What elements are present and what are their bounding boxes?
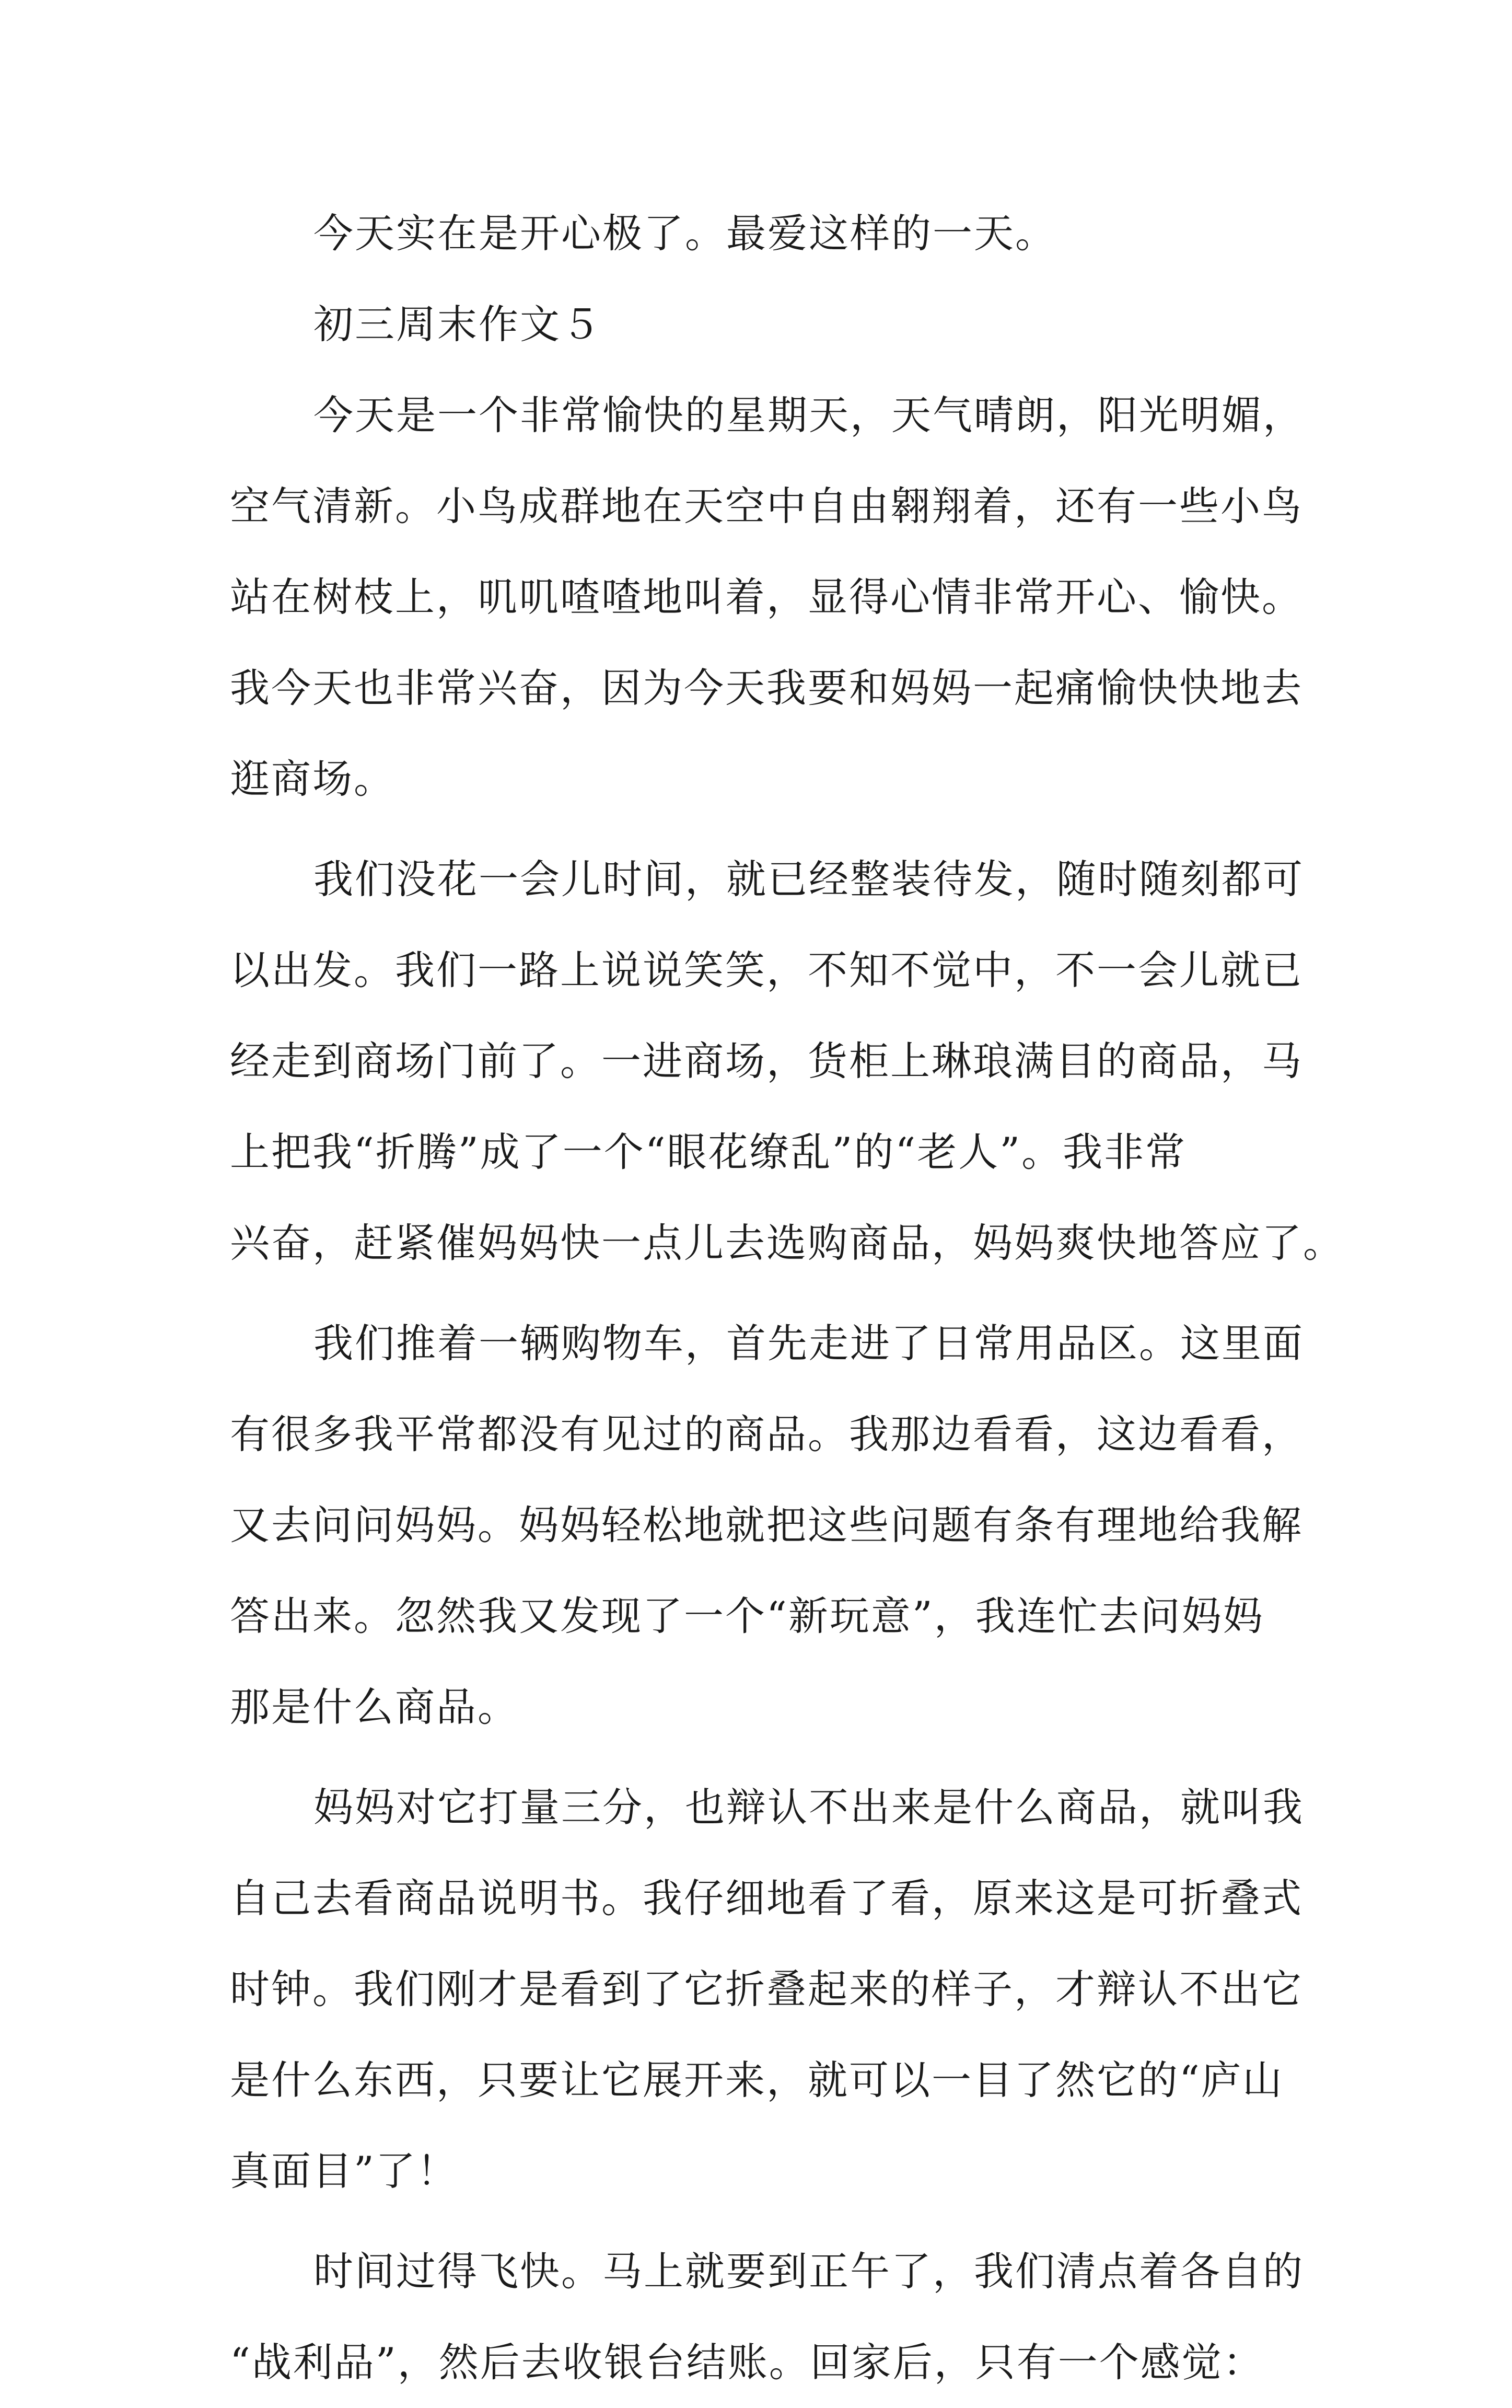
text-line: “战利品”，然后去收银台结账。回家后，只有一个感觉： xyxy=(230,2339,1264,2386)
text-line: 那是什么商品。 xyxy=(230,1684,519,1730)
text-line: 真面目”了！ xyxy=(230,2148,458,2194)
text-line: 我今天也非常兴奋，因为今天我要和妈妈一起痛愉快快地去 xyxy=(230,665,1303,711)
text-line: 经走到商场门前了。一进商场，货柜上琳琅满目的商品，马 xyxy=(230,1038,1303,1084)
text-line: 妈妈对它打量三分，也辩认不出来是什么商品，就叫我 xyxy=(313,1784,1304,1831)
text-line: 空气清新。小鸟成群地在天空中自由翱翔着，还有一些小鸟 xyxy=(230,483,1303,529)
section-heading: 初三周末作文５ xyxy=(313,301,602,348)
text-line: 答出来。忽然我又发现了一个“新玩意”，我连忙去问妈妈 xyxy=(230,1593,1264,1639)
text-line: 又去问问妈妈。妈妈轻松地就把这些问题有条有理地给我解 xyxy=(230,1502,1303,1548)
text-line: 逛商场。 xyxy=(230,756,395,802)
text-line: 站在树枝上，叽叽喳喳地叫着，显得心情非常开心、愉快。 xyxy=(230,574,1303,620)
text-line: 我们没花一会儿时间，就已经整装待发，随时随刻都可 xyxy=(313,856,1304,902)
text-line: 时间过得飞快。马上就要到正午了，我们清点着各自的 xyxy=(313,2248,1304,2295)
essay-body xyxy=(230,188,1344,2408)
text-line: 今天是一个非常愉快的星期天，天气晴朗，阳光明媚， xyxy=(313,392,1304,438)
text-line: 上把我“折腾”成了一个“眼花缭乱”的“老人”。我非常 xyxy=(230,1129,1187,1175)
text-line: 有很多我平常都没有见过的商品。我那边看看，这边看看， xyxy=(230,1411,1303,1457)
text-line: 以出发。我们一路上说说笑笑，不知不觉中，不一会儿就已 xyxy=(230,947,1303,993)
text-line: 时钟。我们刚才是看到了它折叠起来的样子，才辩认不出它 xyxy=(230,1966,1303,2012)
text-line: 今天实在是开心极了。最爱这样的一天。 xyxy=(313,210,1056,257)
text-line: 兴奋，赶紧催妈妈快一点儿去选购商品，妈妈爽快地答应了。 xyxy=(230,1220,1344,1266)
text-line: 是什么东西，只要让它展开来，就可以一目了然它的“庐山 xyxy=(230,2057,1284,2103)
text-line: 自己去看商品说明书。我仔细地看了看，原来这是可折叠式 xyxy=(230,1875,1303,1921)
text-line: 我们推着一辆购物车，首先走进了日常用品区。这里面 xyxy=(313,1320,1304,1367)
